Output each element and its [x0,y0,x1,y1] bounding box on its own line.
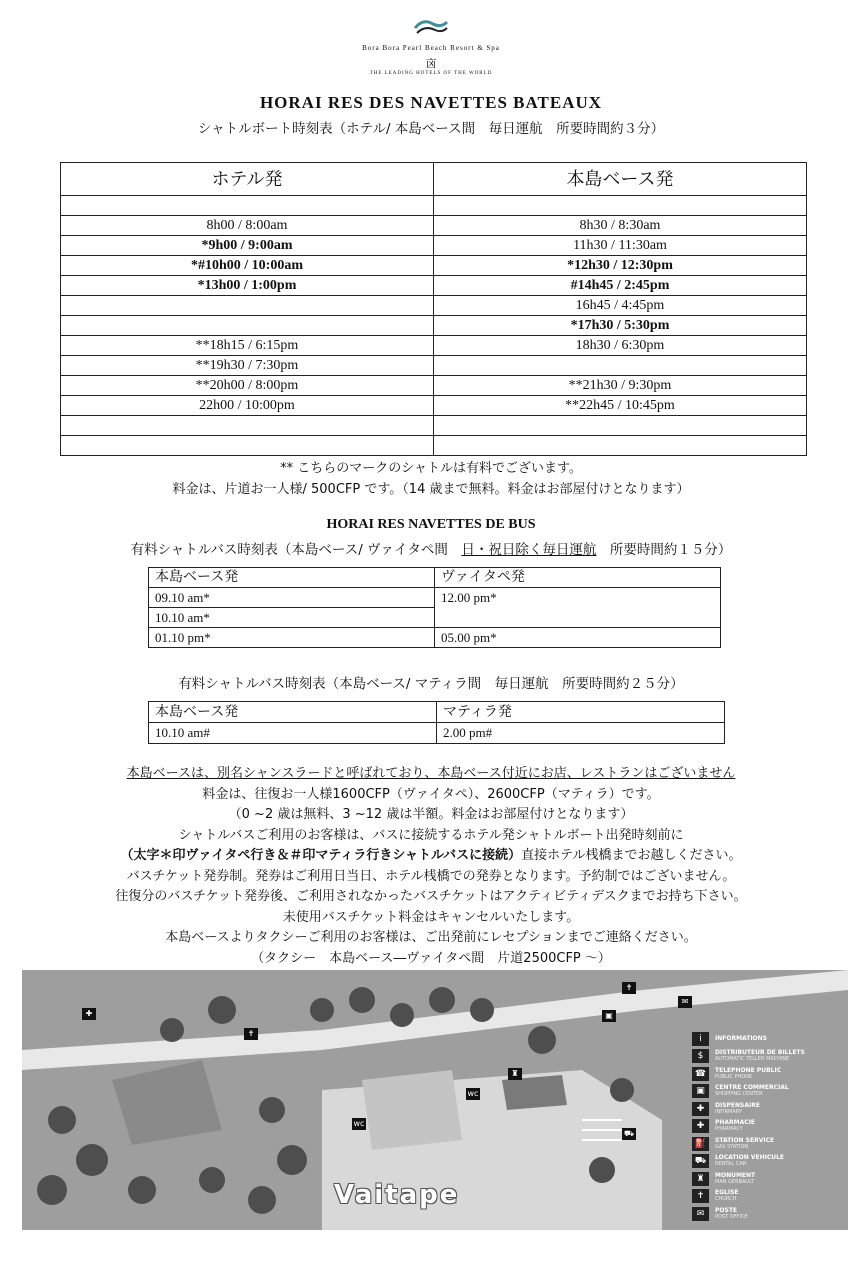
car-rental-icon: ⛟ [692,1154,709,1168]
hotel-departure-cell: *9h00 / 9:00am [61,236,434,256]
legend-sublabel: INFIRMARY [715,1108,742,1115]
table-cell: 2.00 pm# [437,723,725,744]
legend-label: POSTE [715,1206,738,1214]
info-block [0,764,862,969]
vaitape-bus-title [0,538,862,558]
monument-icon: ♜ [508,1068,522,1080]
church-icon: ✝ [244,1028,258,1040]
gas-station-icon: ⛽ [692,1137,709,1151]
info-line: 未使用バスチケット料金はキャンセルいたします。 [282,909,580,925]
legend-label: CENTRE COMMERCIAL [715,1084,789,1092]
col-vaitape-header: ヴァイタペ発 [435,568,721,588]
legend-sublabel: PUBLIC PHONE [715,1073,753,1080]
table-row [61,376,807,396]
info-line: バスチケット発券制。発券はご利用日当日、ホテル桟橋での発券となります。予約制ではございません。 [126,868,736,884]
post-office-icon: ✉ [692,1207,709,1221]
base-departure-cell: 18h30 / 6:30pm [434,336,807,356]
hotel-departure-cell: **19h30 / 7:30pm [61,356,434,376]
legend-label: PHARMACIE [715,1119,756,1127]
base-departure-cell [434,416,807,436]
pharmacy-icon: ✚ [692,1119,709,1133]
hotel-departure-cell: *13h00 / 1:00pm [61,276,434,296]
resort-logo [0,14,862,76]
hotel-departure-cell: **18h15 / 6:15pm [61,336,434,356]
wc-icon: wc [467,1089,479,1098]
church-icon: ✝ [622,982,636,994]
table-cell: 05.00 pm* [435,628,721,648]
legend-item [692,1205,842,1223]
col-base-header: 本島ベース発 [434,163,807,196]
table-cell: 01.10 pm* [149,628,435,648]
boat-schedule-table [60,162,807,456]
legend-item [692,1100,842,1118]
table-cell: 10.10 am* [149,608,435,628]
wc-icon: wc [353,1119,365,1128]
col-hotel-header: ホテル発 [61,163,434,196]
legend-label: MONUMENT [715,1171,756,1179]
bus-title: HORAI RES NAVETTES DE BUS [326,517,536,532]
table-cell: 09.10 am* [149,588,435,608]
legend-text [715,1189,739,1203]
info-line: 料金は、往復お一人様1600CFP（ヴァイタペ）、2600CFP（マティラ）です。 [202,786,660,802]
legend-sublabel: POST OFFICE [715,1213,748,1220]
base-departure-cell: **22h45 / 10:45pm [434,396,807,416]
base-departure-cell: #14h45 / 2:45pm [434,276,807,296]
info-line: （0 ~2 歳は無料、3 ~12 歳は半額。料金はお部屋付けとなります） [228,807,634,822]
legend-label: STATION SERVICE [715,1136,775,1144]
table-header-row [149,568,721,588]
vaitape-bus-table [148,567,721,648]
table-row [61,316,807,336]
legend-sublabel: RENTAL CAR [715,1161,747,1168]
info-line: 本島ベースは、別名シャンスラードと呼ばれており、本島ベース付近にお店、レストランはございません [126,766,736,781]
legend-text [715,1154,784,1168]
table-row [61,236,807,256]
legend-item [692,1135,842,1153]
base-departure-cell [434,196,807,216]
legend-label: TELEPHONE PUBLIC [715,1066,782,1074]
monument-icon: ♜ [692,1172,709,1186]
legend-text [715,1067,781,1081]
vaitape-label: Vaitape [334,1180,460,1210]
col-matira-header: マティラ発 [437,702,725,723]
vaitape-bus-days: 日・祝日除く毎日運航 [461,542,597,558]
col-base-header: 本島ベース発 [149,702,437,723]
paid-shuttle-note: ** こちらのマークのシャトルは有料でございます。 [280,461,582,476]
hotel-departure-cell [61,296,434,316]
church-icon: ✝ [692,1189,709,1203]
car-rental-icon: ⛟ [623,1129,635,1138]
info-line: 往復分のバスチケット発券後、ご利用されなかったバスチケットはアクティビティデスクまでお持ち下さい。 [115,889,747,904]
info-line: （タクシー 本島ベース―ヴァイタペ間 片道2500CFP ～） [251,950,611,966]
table-cell: 10.10 am# [149,723,437,744]
info-line: シャトルバスご利用のお客様は、バスに接続するホテル発シャトルボート出発時刻前に [178,827,684,843]
legend-text [715,1084,789,1098]
base-departure-cell: 11h30 / 11:30am [434,236,807,256]
table-row [149,628,721,648]
base-departure-cell: **21h30 / 9:30pm [434,376,807,396]
leading-hotels-text: THE LEADING HOTELS OF THE WORLD [369,71,493,76]
legend-sublabel: CHURCH [715,1196,737,1203]
wave-logo-icon [411,14,451,38]
boat-title: HORAI RES DES NAVETTES BATEAUX [259,93,603,112]
base-departure-cell: 8h30 / 8:30am [434,216,807,236]
table-row [61,256,807,276]
hotel-departure-cell [61,436,434,456]
legend-sublabel: PHARMACY [715,1126,743,1133]
vaitape-bus-title-pre: 有料シャトルバス時刻表（本島ベース/ ヴァイタペ間 [130,542,462,558]
table-header-row [61,163,807,196]
table-row [61,396,807,416]
info-icon: i [692,1032,709,1046]
legend-sublabel: SHOPPING CENTER [715,1091,763,1098]
legend-label: DISPENSAIRE [715,1101,760,1109]
legend-sublabel: MAN GERBAULT [715,1178,755,1185]
table-row [61,216,807,236]
table-row [61,436,807,456]
legend-text [715,1049,805,1063]
base-departure-cell [434,356,807,376]
matira-bus-title: 有料シャトルバス時刻表（本島ベース/ マティラ間 毎日運航 所要時間約２５分） [178,676,684,692]
clinic-icon: ✚ [692,1102,709,1116]
table-row [61,356,807,376]
base-departure-cell [434,436,807,456]
table-row [149,723,725,744]
table-row [61,416,807,436]
hotel-departure-cell: *#10h00 / 10:00am [61,256,434,276]
hotel-departure-cell [61,316,434,336]
table-row [61,196,807,216]
leading-hotels-mark: 㐫 [425,57,437,70]
legend-sublabel: GAS STATION [715,1143,749,1150]
shopping-icon: ▣ [602,1010,616,1022]
col-base-header: 本島ベース発 [149,568,435,588]
post-office-icon: ✉ [678,996,692,1008]
table-cell: 12.00 pm* [435,588,721,628]
map-legend [692,1030,842,1223]
legend-text [715,1119,755,1133]
legend-label: INFORMATIONS [715,1035,767,1043]
shuttle-fare-note: 料金は、片道お一人様/ 500CFP です。（14 歳まで無料。料金はお部屋付けとなります） [172,482,690,497]
info-line: 本島ベースよりタクシーご利用のお客様は、ご出発前にレセプションまでご連絡ください。 [165,930,697,945]
legend-item [692,1048,842,1066]
legend-sublabel: AUTOMATIC TELLER MACHINE [715,1056,790,1063]
legend-text [715,1035,767,1042]
table-row [61,296,807,316]
base-departure-cell: 16h45 / 4:45pm [434,296,807,316]
hotel-departure-cell: 22h00 / 10:00pm [61,396,434,416]
legend-item [692,1188,842,1206]
legend-text [715,1172,755,1186]
pharmacy-icon: ✚ [82,1008,96,1020]
shopping-icon: ▣ [692,1084,709,1098]
legend-item [692,1083,842,1101]
legend-label: EGLISE [715,1189,739,1197]
legend-item [692,1065,842,1083]
info-line [0,846,862,867]
base-departure-cell: *12h30 / 12:30pm [434,256,807,276]
boat-table-body [61,196,807,456]
legend-item [692,1170,842,1188]
info-line-rest: 直接ホテル桟橋までお越しください。 [521,848,742,863]
legend-item [692,1118,842,1136]
info-line-bold: （太字＊印ヴァイタペ行き＆＃印マティラ行きシャトルバスに接続） [120,848,522,863]
legend-label: LOCATION VEHICULE [715,1154,785,1162]
table-row [61,276,807,296]
hotel-departure-cell [61,416,434,436]
telephone-icon: ☎ [692,1067,709,1081]
legend-item [692,1153,842,1171]
legend-label: DISTRIBUTEUR DE BILLETS [715,1049,805,1057]
vaitape-bus-title-post: 所要時間約１５分） [596,542,732,558]
legend-item [692,1030,842,1048]
boat-subtitle: シャトルボート時刻表（ホテル/ 本島ベース間 毎日運航 所要時間約３分） [197,121,665,137]
legend-text [715,1137,774,1151]
table-row [61,336,807,356]
hotel-departure-cell: **20h00 / 8:00pm [61,376,434,396]
base-departure-cell: *17h30 / 5:30pm [434,316,807,336]
matira-bus-table [148,701,725,744]
legend-text [715,1102,760,1116]
hotel-departure-cell: 8h00 / 8:00am [61,216,434,236]
vaitape-map [22,970,848,1230]
atm-icon: $ [692,1049,709,1063]
hotel-departure-cell [61,196,434,216]
table-header-row [149,702,725,723]
legend-text [715,1207,748,1221]
resort-name: Bora Bora Pearl Beach Resort & Spa [362,44,500,52]
table-row [149,588,721,608]
